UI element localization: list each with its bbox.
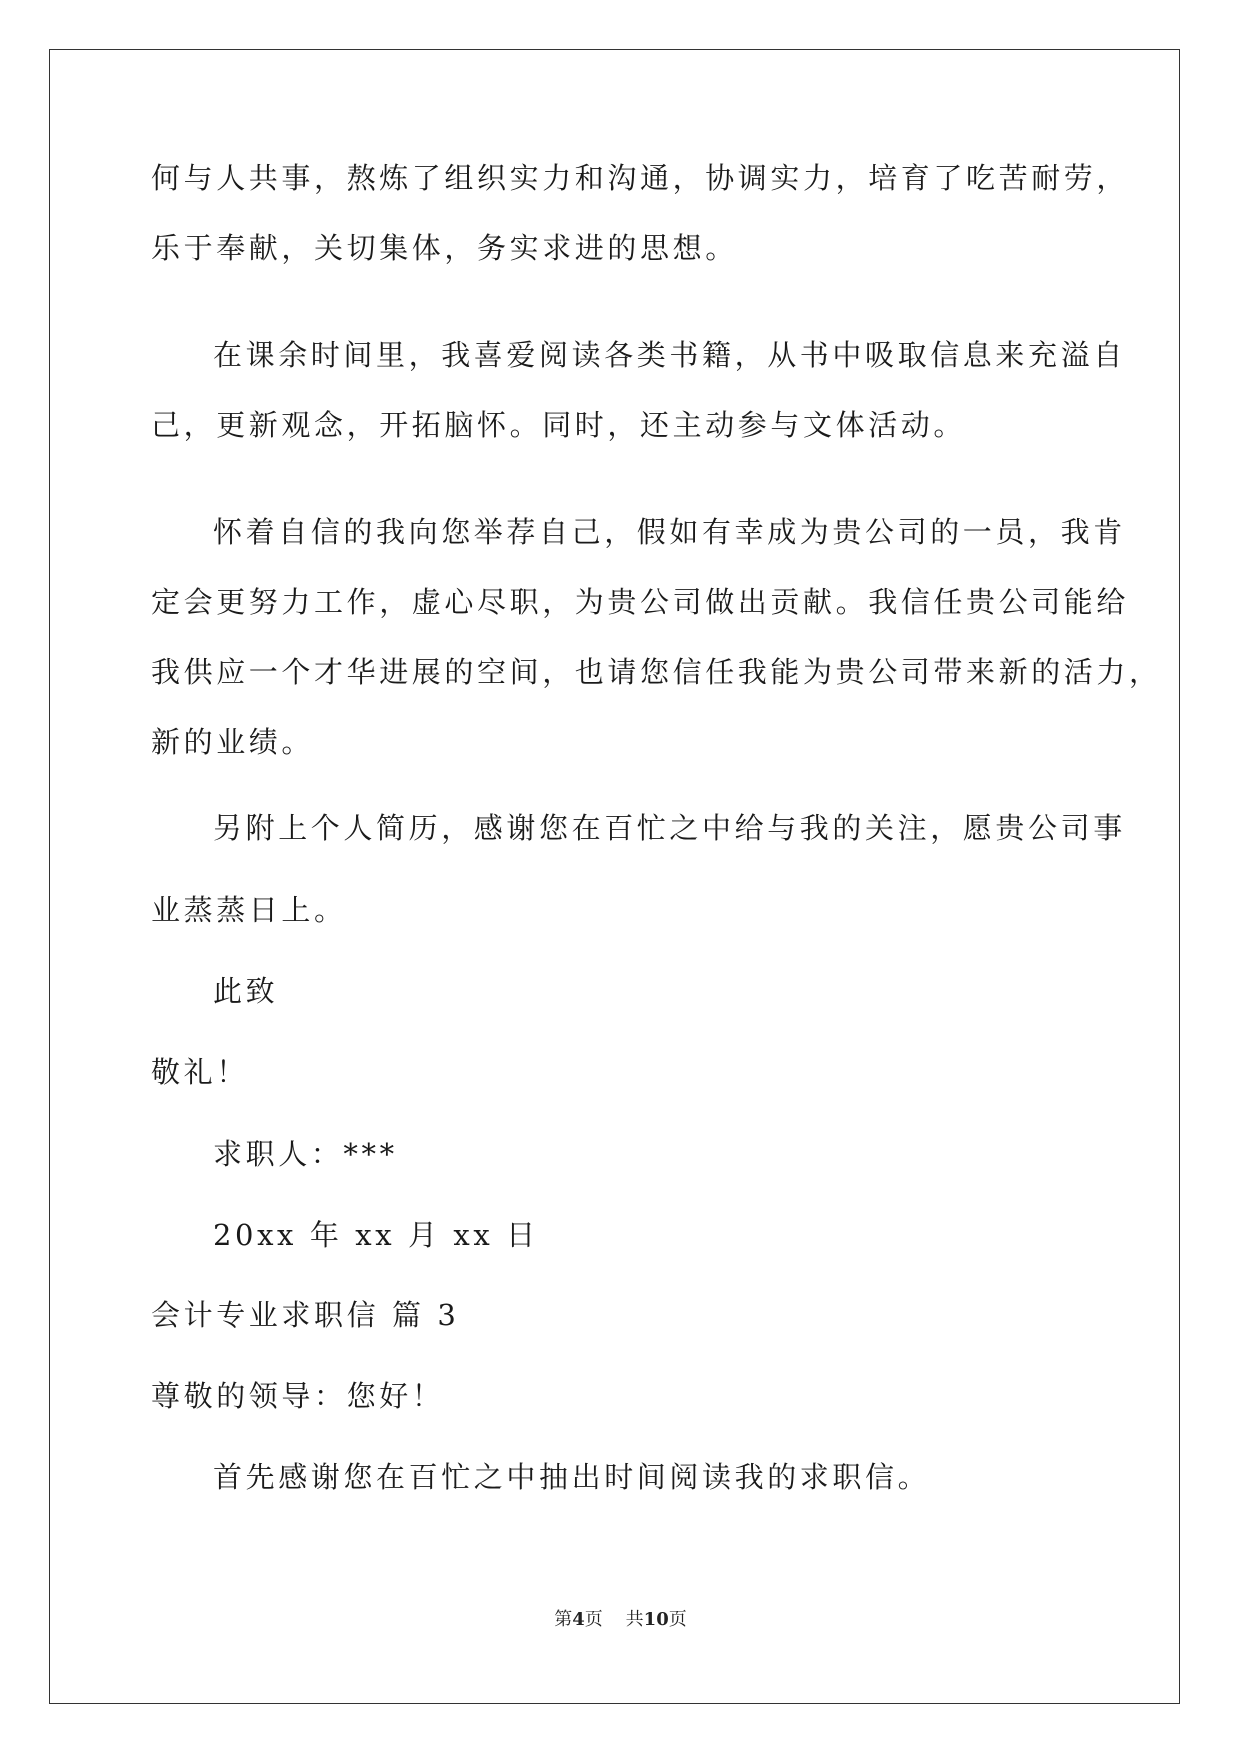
body-line-6: 定会更努力工作，虚心尽职，为贵公司做出贡献。我信任贵公司能给 <box>151 585 1130 619</box>
page-border <box>49 49 1180 1704</box>
closing-respect: 敬礼！ <box>151 1055 249 1089</box>
closing-salutation: 此致 <box>213 974 279 1008</box>
page-footer <box>0 1608 1241 1632</box>
total-unit: 页 <box>668 1609 687 1630</box>
body-line-8: 新的业绩。 <box>151 725 315 759</box>
body-line-9: 另附上个人简历，感谢您在百忙之中给与我的关注，愿贵公司事 <box>213 811 1126 845</box>
greeting: 尊敬的领导：您好！ <box>151 1379 445 1413</box>
page-unit: 页 <box>584 1609 603 1630</box>
section-heading: 会计专业求职信 篇 3 <box>151 1298 460 1332</box>
body-line-7: 我供应一个才华进展的空间，也请您信任我能为贵公司带来新的活力， <box>151 655 1162 689</box>
body-line-intro: 首先感谢您在百忙之中抽出时间阅读我的求职信。 <box>213 1460 931 1494</box>
letter-date: 20xx 年 xx 月 xx 日 <box>213 1218 539 1252</box>
page-prefix: 第 <box>554 1609 573 1630</box>
body-line-10: 业蒸蒸日上。 <box>151 893 347 927</box>
body-line-5: 怀着自信的我向您举荐自己，假如有幸成为贵公司的一员，我肯 <box>213 515 1126 549</box>
total-page-count: 10 <box>643 1609 669 1630</box>
applicant-signature: 求职人：*** <box>213 1137 398 1171</box>
total-prefix: 共 <box>625 1609 644 1630</box>
current-page-number: 4 <box>572 1609 585 1630</box>
body-line-1: 何与人共事，熬炼了组织实力和沟通，协调实力，培育了吃苦耐劳， <box>151 161 1130 195</box>
body-line-4: 己，更新观念，开拓脑怀。同时，还主动参与文体活动。 <box>151 408 967 442</box>
body-line-2: 乐于奉献，关切集体，务实求进的思想。 <box>151 231 738 265</box>
body-line-3: 在课余时间里，我喜爱阅读各类书籍，从书中吸取信息来充溢自 <box>213 338 1126 372</box>
